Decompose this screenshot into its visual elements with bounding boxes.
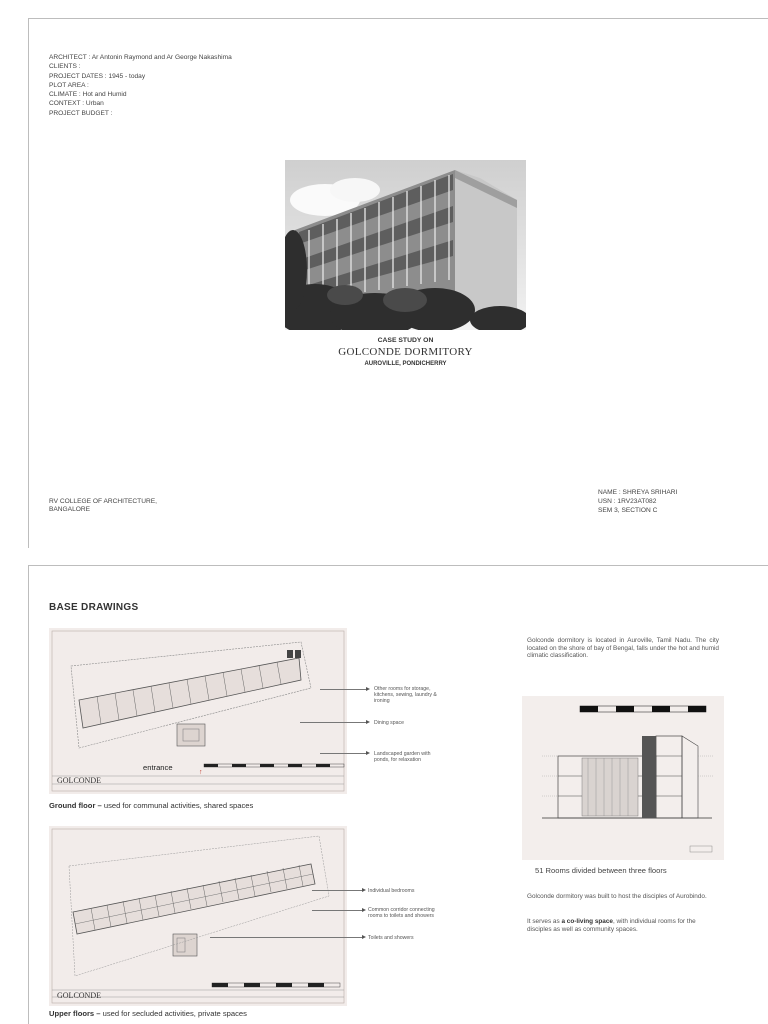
- ground-note-dining: Dining space: [374, 720, 404, 726]
- upper-note-toilets: Toilets and showers: [368, 935, 414, 941]
- upper-caption-text: used for secluded activities, private spaces: [100, 1009, 247, 1018]
- case-study-label: CASE STUDY ON: [377, 337, 434, 344]
- meta-context: CONTEXT : Urban: [49, 100, 104, 108]
- arrow-right-icon: [362, 888, 366, 892]
- meta-climate: CLIMATE : Hot and Humid: [49, 91, 127, 99]
- ground-caption-bold: Ground floor –: [49, 801, 102, 810]
- meta-plot-area: PLOT AREA :: [49, 81, 89, 89]
- meta-dates: PROJECT DATES : 1945 - today: [49, 72, 146, 80]
- upper-caption-bold: Upper floors –: [49, 1009, 101, 1018]
- left-rule-2: [28, 565, 29, 1024]
- ground-note-3-leader: [320, 753, 366, 754]
- top-rule-2: [28, 565, 768, 566]
- purpose-paragraph: Golconde dormitory was built to host the disciples of Aurobindo.: [527, 893, 707, 900]
- intro-paragraph: Golconde dormitory is located in Auroville, Tamil Nadu. The city located on the shore of bay of Bengal, falls under the hot and humid climatic classification.: [527, 637, 719, 660]
- ground-floor-caption: [49, 801, 253, 810]
- project-location: AUROVILLE, PONDICHERRY: [364, 361, 447, 367]
- student-name: NAME : SHREYA SRIHARI: [598, 489, 678, 496]
- coliving-bold: a co-living space: [561, 918, 613, 925]
- ground-note-1-leader: [320, 689, 366, 690]
- svg-text:↑: ↑: [199, 769, 203, 776]
- coliving-pre: It serves as: [527, 918, 562, 925]
- college-line-1: RV COLLEGE OF ARCHITECTURE,: [49, 498, 157, 505]
- upper-floor-plan: [49, 826, 347, 1006]
- left-rule: [28, 18, 29, 548]
- project-meta: [49, 53, 232, 118]
- arrow-right-icon: [366, 720, 370, 724]
- coliving-post: , with individual rooms for the disciples as well as community spaces.: [527, 918, 696, 933]
- project-title: GOLCONDE DORMITORY: [338, 346, 473, 358]
- arrow-right-icon: [362, 935, 366, 939]
- meta-budget: PROJECT BUDGET :: [49, 109, 113, 117]
- page-gap: [0, 548, 768, 565]
- arrow-right-icon: [366, 687, 370, 691]
- upper-note-2-leader: [312, 910, 362, 911]
- meta-architect: ARCHITECT : Ar Antonin Raymond and Ar George Nakashima: [49, 54, 232, 61]
- ground-note-2-leader: [300, 722, 366, 723]
- upper-note-1-leader: [312, 890, 362, 891]
- arrow-right-icon: [362, 908, 366, 912]
- student-usn: USN : 1RV23AT082: [598, 498, 657, 505]
- student-section: SEM 3, SECTION C: [598, 507, 658, 514]
- meta-clients: CLIENTS :: [49, 63, 81, 71]
- student-info: [598, 488, 677, 515]
- rooms-caption: 51 Rooms divided between three floors: [535, 866, 667, 875]
- upper-note-corridor: Common corridor connecting rooms to toilets and showers: [368, 907, 435, 919]
- ground-stamp: GOLCONDE: [57, 776, 101, 785]
- ground-caption-text: used for communal activities, shared spaces: [101, 801, 254, 810]
- section-title: BASE DRAWINGS: [49, 602, 139, 613]
- building-photo: [285, 160, 526, 330]
- top-rule: [28, 18, 768, 19]
- upper-floor-caption: [49, 1009, 247, 1018]
- section-drawing: [522, 696, 724, 860]
- college-line-2: BANGALORE: [49, 506, 91, 513]
- ground-note-garden: Landscaped garden with ponds, for relaxation: [374, 751, 431, 763]
- ground-floor-plan: [49, 628, 347, 794]
- upper-note-bedrooms: Individual bedrooms: [368, 888, 415, 894]
- entrance-label: entrance: [143, 763, 173, 772]
- ground-note-storage: Other rooms for storage, kitchens, sewing, laundry & ironing: [374, 686, 437, 704]
- college-name: [49, 498, 157, 514]
- upper-note-3-leader: [210, 937, 362, 938]
- coliving-paragraph: [527, 918, 719, 933]
- upper-stamp: GOLCONDE: [57, 991, 101, 1000]
- arrow-right-icon: [366, 751, 370, 755]
